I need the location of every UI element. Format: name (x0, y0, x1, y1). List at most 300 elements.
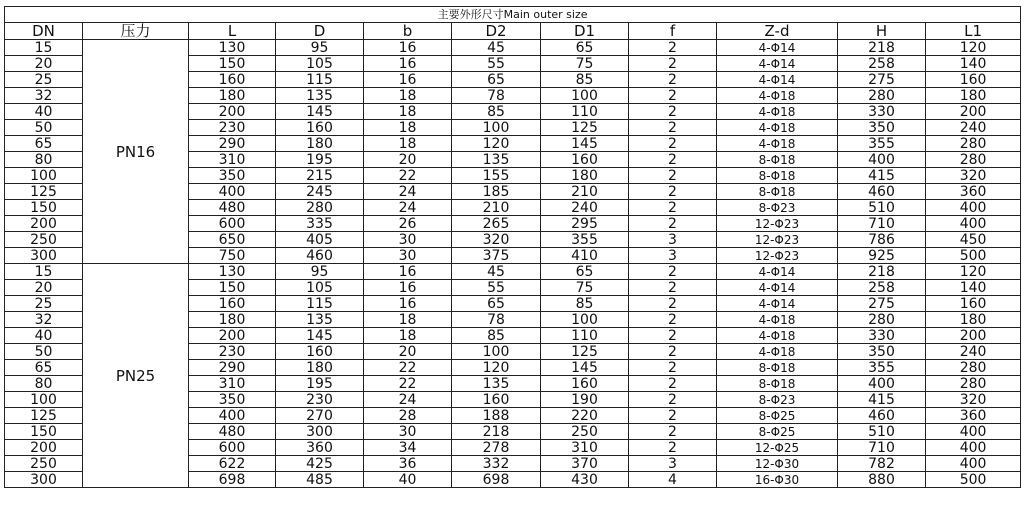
cell-l: 310 (189, 376, 276, 392)
cell-dn: 200 (5, 440, 83, 456)
cell-b: 18 (364, 88, 452, 104)
cell-l: 750 (189, 248, 276, 264)
cell-d1: 210 (541, 184, 629, 200)
cell-l: 130 (189, 264, 276, 280)
cell-z-d: 8-Φ25 (717, 408, 838, 424)
cell-l: 650 (189, 232, 276, 248)
cell-l: 310 (189, 152, 276, 168)
cell-d: 270 (276, 408, 364, 424)
cell-f: 2 (629, 280, 717, 296)
cell-z-d: 8-Φ18 (717, 168, 838, 184)
cell-d1: 180 (541, 168, 629, 184)
cell-l: 400 (189, 184, 276, 200)
cell-d1: 110 (541, 104, 629, 120)
cell-d2: 55 (452, 56, 541, 72)
cell-f: 2 (629, 152, 717, 168)
col-header-pressure: 压力 (83, 23, 189, 40)
cell-z-d: 4-Φ14 (717, 72, 838, 88)
cell-d: 230 (276, 392, 364, 408)
column-header-row (5, 23, 1021, 40)
cell-dn: 300 (5, 472, 83, 488)
cell-f: 2 (629, 312, 717, 328)
cell-f: 2 (629, 88, 717, 104)
cell-h: 275 (838, 296, 926, 312)
cell-z-d: 12-Φ25 (717, 440, 838, 456)
col-header-l: L (189, 23, 276, 40)
cell-dn: 15 (5, 264, 83, 280)
cell-l1: 180 (926, 312, 1021, 328)
cell-d2: 210 (452, 200, 541, 216)
cell-d1: 220 (541, 408, 629, 424)
cell-h: 925 (838, 248, 926, 264)
cell-b: 30 (364, 424, 452, 440)
cell-h: 258 (838, 56, 926, 72)
cell-l: 622 (189, 456, 276, 472)
cell-l1: 500 (926, 472, 1021, 488)
cell-b: 24 (364, 392, 452, 408)
cell-d: 360 (276, 440, 364, 456)
cell-h: 400 (838, 376, 926, 392)
cell-d1: 370 (541, 456, 629, 472)
cell-z-d: 4-Φ14 (717, 264, 838, 280)
cell-l: 150 (189, 280, 276, 296)
cell-dn: 200 (5, 216, 83, 232)
cell-f: 2 (629, 120, 717, 136)
cell-d2: 45 (452, 264, 541, 280)
cell-f: 2 (629, 392, 717, 408)
pressure-class-cell: PN16 (83, 40, 189, 264)
cell-f: 2 (629, 360, 717, 376)
cell-l: 350 (189, 168, 276, 184)
cell-d1: 410 (541, 248, 629, 264)
cell-l1: 320 (926, 392, 1021, 408)
cell-dn: 65 (5, 360, 83, 376)
cell-d1: 160 (541, 376, 629, 392)
cell-d2: 375 (452, 248, 541, 264)
cell-l: 160 (189, 72, 276, 88)
cell-z-d: 8-Φ18 (717, 360, 838, 376)
cell-l: 180 (189, 88, 276, 104)
cell-d1: 125 (541, 120, 629, 136)
cell-f: 3 (629, 248, 717, 264)
cell-h: 355 (838, 360, 926, 376)
cell-d2: 185 (452, 184, 541, 200)
cell-f: 2 (629, 408, 717, 424)
cell-f: 2 (629, 216, 717, 232)
table-body (5, 40, 1021, 488)
cell-f: 2 (629, 136, 717, 152)
cell-h: 330 (838, 104, 926, 120)
cell-dn: 80 (5, 152, 83, 168)
cell-d: 460 (276, 248, 364, 264)
cell-l: 230 (189, 120, 276, 136)
cell-d2: 78 (452, 88, 541, 104)
cell-z-d: 8-Φ25 (717, 424, 838, 440)
cell-d: 115 (276, 72, 364, 88)
cell-b: 36 (364, 456, 452, 472)
cell-b: 26 (364, 216, 452, 232)
cell-d2: 135 (452, 376, 541, 392)
cell-h: 510 (838, 200, 926, 216)
col-header-d2: D2 (452, 23, 541, 40)
cell-l: 200 (189, 104, 276, 120)
cell-d2: 155 (452, 168, 541, 184)
cell-l1: 160 (926, 72, 1021, 88)
cell-d1: 65 (541, 264, 629, 280)
cell-f: 2 (629, 40, 717, 56)
cell-d2: 135 (452, 152, 541, 168)
cell-b: 16 (364, 40, 452, 56)
cell-l1: 120 (926, 264, 1021, 280)
cell-l1: 400 (926, 200, 1021, 216)
cell-d2: 45 (452, 40, 541, 56)
cell-d2: 188 (452, 408, 541, 424)
cell-l1: 360 (926, 408, 1021, 424)
cell-d1: 430 (541, 472, 629, 488)
cell-b: 20 (364, 152, 452, 168)
cell-l: 600 (189, 216, 276, 232)
cell-d1: 100 (541, 88, 629, 104)
cell-h: 415 (838, 392, 926, 408)
cell-l1: 400 (926, 216, 1021, 232)
cell-d1: 75 (541, 56, 629, 72)
cell-h: 258 (838, 280, 926, 296)
cell-z-d: 4-Φ18 (717, 344, 838, 360)
cell-l1: 180 (926, 88, 1021, 104)
cell-d2: 55 (452, 280, 541, 296)
cell-l: 290 (189, 136, 276, 152)
cell-b: 22 (364, 360, 452, 376)
cell-f: 3 (629, 456, 717, 472)
cell-d: 145 (276, 328, 364, 344)
cell-d: 485 (276, 472, 364, 488)
cell-d: 425 (276, 456, 364, 472)
cell-l: 480 (189, 424, 276, 440)
cell-l: 230 (189, 344, 276, 360)
cell-f: 2 (629, 104, 717, 120)
cell-d1: 355 (541, 232, 629, 248)
cell-z-d: 8-Φ23 (717, 392, 838, 408)
cell-d1: 240 (541, 200, 629, 216)
cell-d: 95 (276, 40, 364, 56)
cell-h: 786 (838, 232, 926, 248)
cell-z-d: 4-Φ18 (717, 120, 838, 136)
cell-z-d: 4-Φ18 (717, 328, 838, 344)
cell-z-d: 4-Φ14 (717, 40, 838, 56)
cell-l1: 280 (926, 136, 1021, 152)
cell-dn: 250 (5, 456, 83, 472)
cell-l1: 200 (926, 104, 1021, 120)
cell-l1: 240 (926, 344, 1021, 360)
cell-h: 710 (838, 440, 926, 456)
cell-h: 275 (838, 72, 926, 88)
cell-z-d: 12-Φ23 (717, 248, 838, 264)
cell-l: 130 (189, 40, 276, 56)
cell-z-d: 4-Φ18 (717, 136, 838, 152)
col-header-b: b (364, 23, 452, 40)
cell-dn: 50 (5, 344, 83, 360)
cell-l1: 140 (926, 280, 1021, 296)
cell-d: 195 (276, 152, 364, 168)
cell-d: 245 (276, 184, 364, 200)
cell-d2: 332 (452, 456, 541, 472)
cell-b: 18 (364, 136, 452, 152)
cell-d1: 75 (541, 280, 629, 296)
cell-dn: 65 (5, 136, 83, 152)
cell-h: 355 (838, 136, 926, 152)
cell-l: 480 (189, 200, 276, 216)
cell-f: 2 (629, 440, 717, 456)
cell-d1: 85 (541, 72, 629, 88)
cell-f: 3 (629, 232, 717, 248)
cell-h: 782 (838, 456, 926, 472)
cell-d: 145 (276, 104, 364, 120)
cell-d: 195 (276, 376, 364, 392)
cell-b: 18 (364, 120, 452, 136)
cell-b: 16 (364, 280, 452, 296)
cell-l1: 160 (926, 296, 1021, 312)
cell-l: 400 (189, 408, 276, 424)
col-header-f: f (629, 23, 717, 40)
cell-d2: 160 (452, 392, 541, 408)
cell-dn: 250 (5, 232, 83, 248)
cell-dn: 25 (5, 72, 83, 88)
cell-d2: 65 (452, 296, 541, 312)
col-header-z-d: Z-d (717, 23, 838, 40)
cell-l1: 120 (926, 40, 1021, 56)
cell-h: 280 (838, 88, 926, 104)
cell-d1: 250 (541, 424, 629, 440)
cell-d: 105 (276, 280, 364, 296)
cell-d2: 320 (452, 232, 541, 248)
cell-d1: 110 (541, 328, 629, 344)
cell-h: 350 (838, 120, 926, 136)
col-header-dn: DN (5, 23, 83, 40)
cell-dn: 100 (5, 392, 83, 408)
cell-z-d: 4-Φ14 (717, 296, 838, 312)
cell-b: 16 (364, 56, 452, 72)
cell-f: 2 (629, 264, 717, 280)
cell-d: 135 (276, 312, 364, 328)
cell-dn: 32 (5, 88, 83, 104)
cell-dn: 40 (5, 328, 83, 344)
cell-d2: 120 (452, 360, 541, 376)
cell-b: 24 (364, 184, 452, 200)
cell-dn: 150 (5, 424, 83, 440)
cell-d: 135 (276, 88, 364, 104)
cell-f: 2 (629, 328, 717, 344)
cell-d2: 120 (452, 136, 541, 152)
cell-b: 22 (364, 376, 452, 392)
cell-d1: 145 (541, 136, 629, 152)
cell-z-d: 4-Φ14 (717, 56, 838, 72)
cell-l1: 140 (926, 56, 1021, 72)
cell-h: 460 (838, 408, 926, 424)
cell-d: 160 (276, 120, 364, 136)
cell-d2: 218 (452, 424, 541, 440)
dimension-sheet (4, 6, 1020, 488)
cell-b: 20 (364, 344, 452, 360)
cell-dn: 15 (5, 40, 83, 56)
cell-b: 18 (364, 312, 452, 328)
cell-d2: 100 (452, 344, 541, 360)
cell-z-d: 16-Φ30 (717, 472, 838, 488)
cell-z-d: 8-Φ23 (717, 200, 838, 216)
cell-l: 290 (189, 360, 276, 376)
cell-z-d: 8-Φ18 (717, 376, 838, 392)
cell-f: 2 (629, 424, 717, 440)
cell-l1: 400 (926, 456, 1021, 472)
cell-d: 335 (276, 216, 364, 232)
cell-dn: 80 (5, 376, 83, 392)
cell-d: 215 (276, 168, 364, 184)
cell-f: 2 (629, 200, 717, 216)
cell-dn: 300 (5, 248, 83, 264)
cell-z-d: 12-Φ23 (717, 216, 838, 232)
cell-dn: 150 (5, 200, 83, 216)
cell-dn: 25 (5, 296, 83, 312)
cell-z-d: 4-Φ18 (717, 312, 838, 328)
cell-z-d: 4-Φ18 (717, 88, 838, 104)
cell-dn: 20 (5, 280, 83, 296)
pressure-class-cell: PN25 (83, 264, 189, 488)
cell-d1: 145 (541, 360, 629, 376)
cell-d: 405 (276, 232, 364, 248)
cell-z-d: 12-Φ30 (717, 456, 838, 472)
cell-l: 350 (189, 392, 276, 408)
cell-l1: 200 (926, 328, 1021, 344)
cell-f: 2 (629, 184, 717, 200)
table-title: 主要外形尺寸Main outer size (5, 7, 1021, 23)
table-row (5, 264, 1021, 280)
cell-f: 2 (629, 56, 717, 72)
cell-dn: 100 (5, 168, 83, 184)
cell-l1: 360 (926, 184, 1021, 200)
cell-b: 34 (364, 440, 452, 456)
cell-d: 160 (276, 344, 364, 360)
table-row (5, 40, 1021, 56)
cell-l1: 280 (926, 376, 1021, 392)
cell-f: 2 (629, 168, 717, 184)
cell-d: 280 (276, 200, 364, 216)
cell-d2: 265 (452, 216, 541, 232)
cell-l1: 280 (926, 360, 1021, 376)
cell-d1: 295 (541, 216, 629, 232)
cell-z-d: 8-Φ18 (717, 152, 838, 168)
col-header-h: H (838, 23, 926, 40)
cell-l: 180 (189, 312, 276, 328)
cell-z-d: 8-Φ18 (717, 184, 838, 200)
cell-h: 415 (838, 168, 926, 184)
cell-dn: 32 (5, 312, 83, 328)
cell-h: 710 (838, 216, 926, 232)
cell-b: 28 (364, 408, 452, 424)
cell-b: 30 (364, 232, 452, 248)
cell-d2: 65 (452, 72, 541, 88)
cell-d1: 310 (541, 440, 629, 456)
cell-l: 160 (189, 296, 276, 312)
cell-h: 880 (838, 472, 926, 488)
cell-l1: 240 (926, 120, 1021, 136)
cell-d1: 190 (541, 392, 629, 408)
cell-d2: 698 (452, 472, 541, 488)
cell-l1: 320 (926, 168, 1021, 184)
cell-b: 40 (364, 472, 452, 488)
cell-d2: 78 (452, 312, 541, 328)
cell-l: 698 (189, 472, 276, 488)
cell-h: 350 (838, 344, 926, 360)
cell-b: 18 (364, 328, 452, 344)
cell-d2: 85 (452, 104, 541, 120)
cell-d: 180 (276, 360, 364, 376)
cell-dn: 40 (5, 104, 83, 120)
cell-d2: 85 (452, 328, 541, 344)
cell-d2: 278 (452, 440, 541, 456)
cell-l1: 400 (926, 424, 1021, 440)
cell-h: 218 (838, 264, 926, 280)
cell-h: 330 (838, 328, 926, 344)
cell-l1: 280 (926, 152, 1021, 168)
cell-f: 2 (629, 72, 717, 88)
cell-d1: 100 (541, 312, 629, 328)
cell-f: 4 (629, 472, 717, 488)
cell-f: 2 (629, 376, 717, 392)
cell-h: 460 (838, 184, 926, 200)
cell-l: 600 (189, 440, 276, 456)
col-header-d: D (276, 23, 364, 40)
cell-d: 115 (276, 296, 364, 312)
cell-l: 200 (189, 328, 276, 344)
cell-l: 150 (189, 56, 276, 72)
cell-d: 105 (276, 56, 364, 72)
cell-b: 22 (364, 168, 452, 184)
cell-b: 16 (364, 72, 452, 88)
cell-d1: 85 (541, 296, 629, 312)
cell-h: 280 (838, 312, 926, 328)
cell-h: 510 (838, 424, 926, 440)
cell-b: 18 (364, 104, 452, 120)
cell-dn: 125 (5, 184, 83, 200)
cell-b: 16 (364, 296, 452, 312)
cell-b: 30 (364, 248, 452, 264)
cell-h: 400 (838, 152, 926, 168)
col-header-l1: L1 (926, 23, 1021, 40)
cell-l1: 500 (926, 248, 1021, 264)
cell-d1: 65 (541, 40, 629, 56)
cell-z-d: 12-Φ23 (717, 232, 838, 248)
cell-l1: 400 (926, 440, 1021, 456)
cell-f: 2 (629, 344, 717, 360)
cell-b: 24 (364, 200, 452, 216)
cell-z-d: 4-Φ18 (717, 104, 838, 120)
cell-z-d: 4-Φ14 (717, 280, 838, 296)
cell-d: 300 (276, 424, 364, 440)
cell-d: 180 (276, 136, 364, 152)
cell-dn: 20 (5, 56, 83, 72)
cell-d2: 100 (452, 120, 541, 136)
main-outer-size-table (4, 6, 1021, 488)
cell-f: 2 (629, 296, 717, 312)
cell-b: 16 (364, 264, 452, 280)
col-header-d1: D1 (541, 23, 629, 40)
cell-dn: 125 (5, 408, 83, 424)
cell-l1: 450 (926, 232, 1021, 248)
cell-d1: 125 (541, 344, 629, 360)
cell-d: 95 (276, 264, 364, 280)
cell-d1: 160 (541, 152, 629, 168)
cell-dn: 50 (5, 120, 83, 136)
cell-h: 218 (838, 40, 926, 56)
